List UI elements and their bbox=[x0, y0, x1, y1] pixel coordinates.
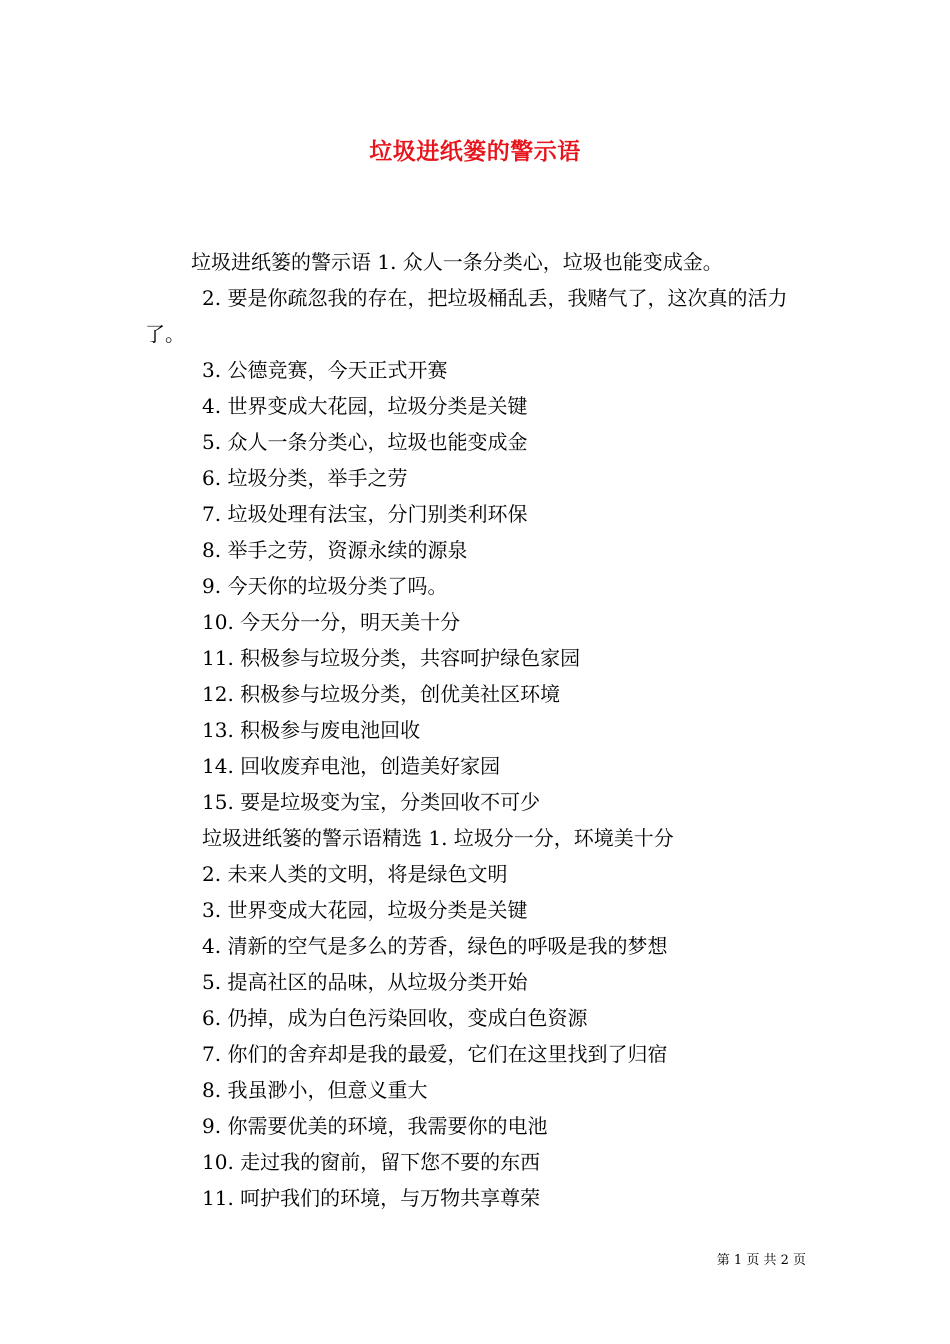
body-line: 9. 今天你的垃圾分类了吗。 bbox=[202, 574, 448, 598]
body-line: 2. 未来人类的文明，将是绿色文明 bbox=[202, 862, 508, 886]
body-line: 10. 走过我的窗前，留下您不要的东西 bbox=[202, 1150, 541, 1174]
body-line: 垃圾进纸篓的警示语 1. 众人一条分类心，垃圾也能变成金。 bbox=[191, 250, 723, 274]
body-line: 7. 垃圾处理有法宝，分门别类利环保 bbox=[202, 502, 528, 526]
body-line: 9. 你需要优美的环境，我需要你的电池 bbox=[202, 1114, 548, 1138]
body-line: 5. 众人一条分类心，垃圾也能变成金 bbox=[202, 430, 528, 454]
body-line: 4. 世界变成大花园，垃圾分类是关键 bbox=[202, 394, 528, 418]
body-line: 2. 要是你疏忽我的存在，把垃圾桶乱丢，我赌气了，这次真的活力了。 bbox=[145, 286, 788, 346]
body-line: 15. 要是垃圾变为宝，分类回收不可少 bbox=[202, 790, 541, 814]
page-number: 第 1 页 共 2 页 bbox=[716, 1253, 806, 1268]
document-body bbox=[145, 244, 810, 1216]
body-line: 14. 回收废弃电池，创造美好家园 bbox=[202, 754, 501, 778]
body-line: 13. 积极参与废电池回收 bbox=[202, 718, 421, 742]
body-line: 11. 积极参与垃圾分类，共容呵护绿色家园 bbox=[202, 646, 581, 670]
body-line: 10. 今天分一分，明天美十分 bbox=[202, 610, 461, 634]
body-line: 5. 提高社区的品味，从垃圾分类开始 bbox=[202, 970, 528, 994]
body-line: 6. 垃圾分类，举手之劳 bbox=[202, 466, 408, 490]
body-line: 3. 公德竞赛，今天正式开赛 bbox=[202, 358, 448, 382]
body-line: 4. 清新的空气是多么的芳香，绿色的呼吸是我的梦想 bbox=[202, 934, 668, 958]
body-line: 12. 积极参与垃圾分类，创优美社区环境 bbox=[202, 682, 561, 706]
body-line: 8. 举手之劳，资源永续的源泉 bbox=[202, 538, 468, 562]
body-line: 8. 我虽渺小，但意义重大 bbox=[202, 1078, 428, 1102]
body-line: 11. 呵护我们的环境，与万物共享尊荣 bbox=[202, 1186, 541, 1210]
body-line: 垃圾进纸篓的警示语精选 1. 垃圾分一分，环境美十分 bbox=[202, 826, 674, 850]
body-line: 3. 世界变成大花园，垃圾分类是关键 bbox=[202, 898, 528, 922]
body-line: 6. 仍掉，成为白色污染回收，变成白色资源 bbox=[202, 1006, 588, 1030]
body-line: 7. 你们的舍弃却是我的最爱，它们在这里找到了归宿 bbox=[202, 1042, 668, 1066]
document-title: 垃圾进纸篓的警示语 bbox=[369, 138, 581, 165]
